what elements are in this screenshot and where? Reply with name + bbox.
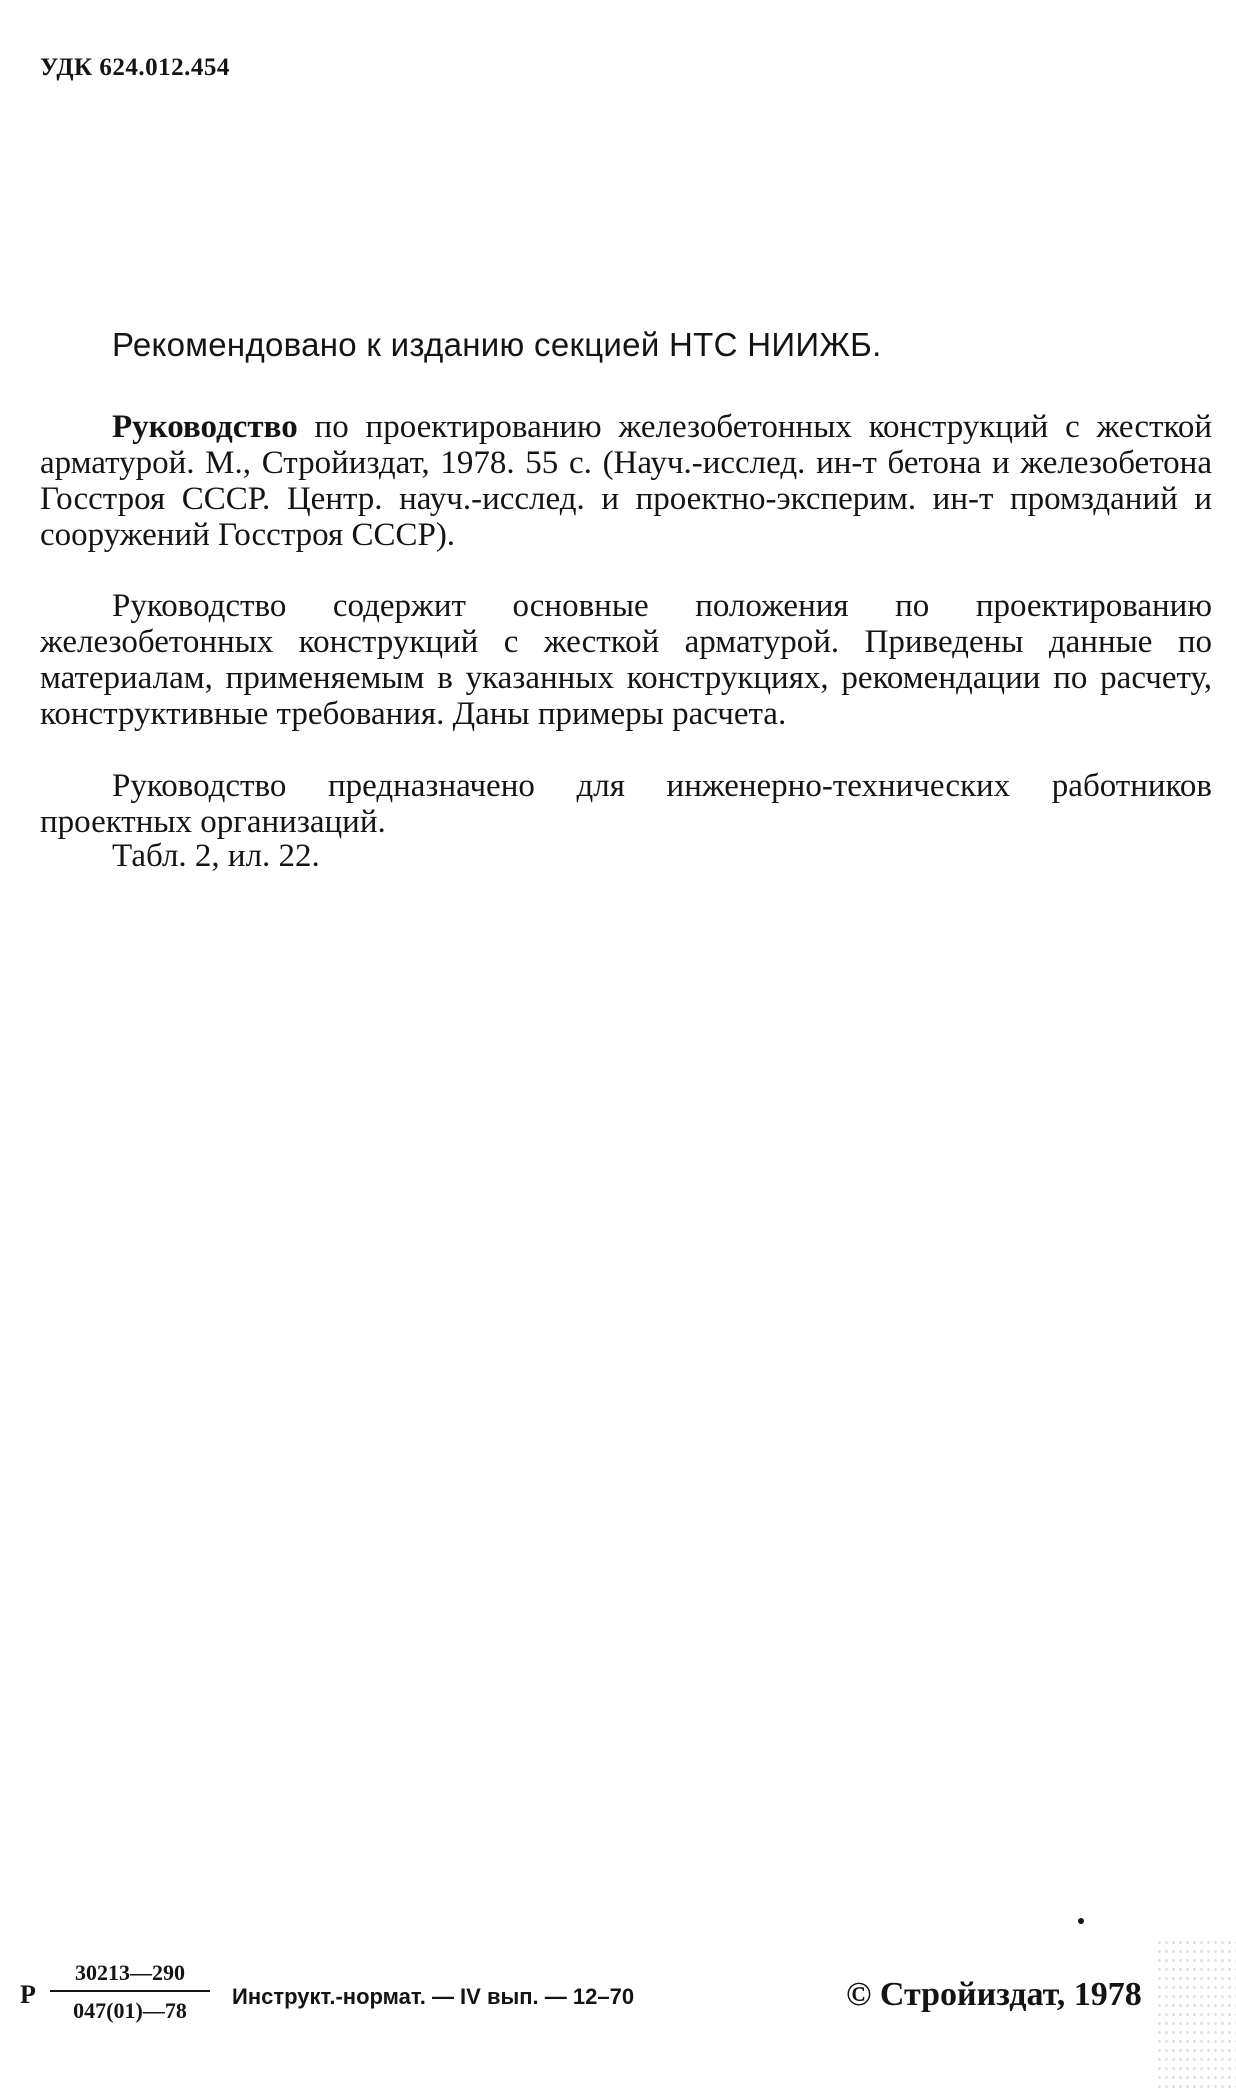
tables-figures-count-block [40, 838, 1212, 874]
udk-code: УДК 624.012.454 [40, 54, 230, 81]
fraction-denominator: 047(01)—78 [73, 1998, 187, 2023]
citation-lead: Руководство [112, 409, 298, 445]
print-speck [1078, 1918, 1084, 1924]
tables-figures-count: Табл. 2, ил. 22. [112, 838, 320, 874]
scan-noise [1156, 1938, 1236, 2088]
catalog-fraction [50, 1960, 210, 2024]
abstract-paragraph-2: Руководство предназначено для инженерно-технических работников проектных организаций. [40, 768, 1212, 840]
recommendation-line: Рекомендовано к изданию секцией НТС НИИЖБ. [112, 326, 882, 363]
imprint-footer [0, 1960, 1236, 2040]
abstract [40, 588, 1212, 732]
fraction-numerator: 30213—290 [50, 1960, 210, 1992]
citation-text: по проектированию железобетонных конструкций с жесткой арматурой. М., Стройиздат, 1978. 55 с. (Науч.-исслед. ин-т бетона и железобетона Госстроя СССР. Центр. науч.-исслед. и проектно-эксперим. ин-т промзданий и сооружений Госстроя СССР). [40, 409, 1212, 553]
bibliographic-citation [40, 409, 1212, 553]
abstract-paragraph-1: Руководство содержит основные положения по проектированию железобетонных конструкций с жесткой арматурой. Приведены данные по материалам, применяемым в указанных конструкциях, рекомендации по расчету, конструктивные требования. Даны примеры расчета. [40, 588, 1212, 732]
copyright-notice: © Стройиздат, 1978 [846, 1976, 1142, 2013]
footer-prefix: Р [20, 1980, 36, 2009]
instruction-line: Инструкт.-нормат. — IV вып. — 12–70 [232, 1984, 635, 2009]
abstract-purpose [40, 768, 1212, 840]
